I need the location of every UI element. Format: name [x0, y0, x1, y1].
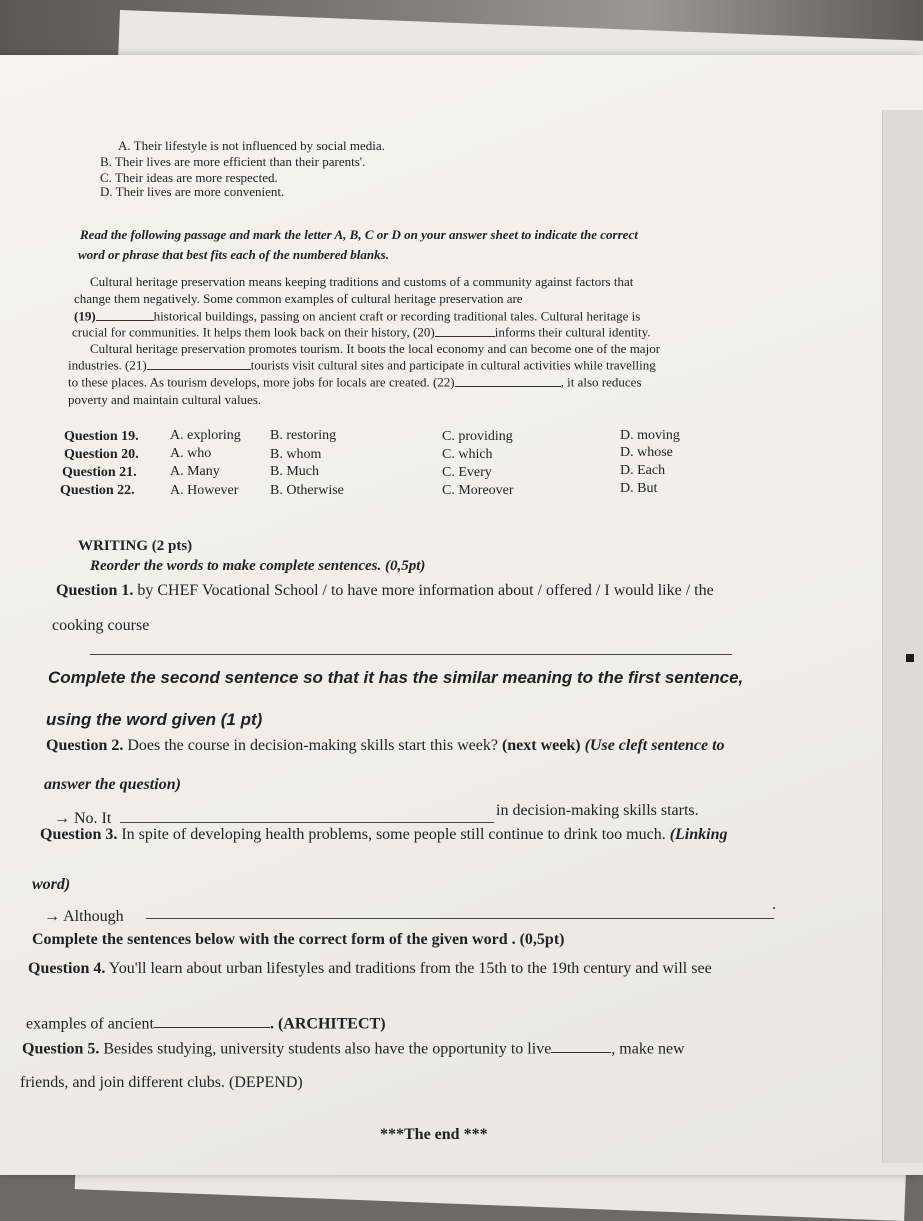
choice-b: B. restoring [270, 428, 337, 443]
question-2-answer-end: in decision-making skills starts. [496, 802, 699, 819]
footer-end: ***The end *** [380, 1126, 488, 1143]
underlying-sheet-edge [882, 110, 923, 1163]
choice-c: C. Moreover [442, 483, 514, 498]
option-b: B. Their lives are more efficient than their parents'. [100, 154, 366, 169]
blank-19 [96, 308, 154, 321]
passage-line: industries. (21) tourists visit cultural sites and participate in cultural activities while travelling [68, 357, 656, 373]
question-3-answer-start: → Although [44, 908, 124, 925]
reading-instruction-cont: word or phrase that best fits each of the numbered blanks. [78, 247, 389, 262]
blank-q5 [551, 1038, 611, 1053]
reading-instruction: Read the following passage and mark the letter A, B, C or D on your answer sheet to indicate the correct [80, 227, 638, 242]
blank-22 [455, 374, 561, 387]
choice-b: B. whom [270, 447, 322, 462]
question-1-cont: cooking course [52, 617, 150, 634]
answer-line-q3 [146, 918, 774, 919]
question-label: Question 21. [62, 465, 137, 480]
choice-b: B. Much [270, 464, 319, 479]
choice-a: A. However [170, 483, 239, 498]
option-c: C. Their ideas are more respected. [100, 170, 278, 185]
passage-line: to these places. As tourism develops, more jobs for locals are created. (22) , it also reduces [68, 374, 642, 390]
passage-line: crucial for communities. It helps them look back on their history, (20) informs their cultural identity. [72, 324, 651, 340]
question-3-answer-end: . [772, 896, 776, 913]
question-1-line: Question 1. by CHEF Vocational School / to have more information about / offered / I would like / the [56, 582, 714, 599]
passage-line: Cultural heritage preservation promotes tourism. It boots the local economy and can become one of the major [90, 341, 661, 356]
complete-instruction-cont: using the word given (1 pt) [46, 710, 263, 729]
reorder-instruction: Reorder the words to make complete sentences. (0,5pt) [90, 558, 426, 574]
worksheet-page [0, 55, 923, 1175]
question-4-line: Question 4. You'll learn about urban lifestyles and traditions from the 15th to the 19th century and will see [28, 960, 712, 977]
choice-d: D. Each [620, 463, 666, 478]
question-label: Question 20. [64, 447, 139, 462]
choice-b: B. Otherwise [270, 483, 344, 498]
question-label: Question 19. [64, 429, 139, 444]
question-3-cont: word) [32, 876, 71, 893]
option-d: D. Their lives are more convenient. [100, 184, 285, 199]
question-4-cont: examples of ancient . (ARCHITECT) [26, 1013, 386, 1033]
choice-a: A. Many [170, 464, 220, 479]
choice-c: C. providing [442, 429, 513, 444]
passage-line: Cultural heritage preservation means keeping traditions and customs of a community against factors that [90, 274, 634, 289]
blank-21 [147, 357, 251, 370]
wordform-instruction: Complete the sentences below with the correct form of the given word . (0,5pt) [32, 931, 565, 948]
question-2-line: Question 2. Does the course in decision-making skills start this week? (next week) (Use cleft sentence to [46, 737, 725, 754]
choice-d: D. moving [620, 428, 680, 443]
corner-mark [906, 654, 914, 662]
blank-number-19: (19) [74, 308, 96, 324]
answer-line-q1 [90, 654, 732, 655]
question-5-cont: friends, and join different clubs. (DEPEND) [20, 1074, 303, 1091]
choice-c: C. Every [442, 465, 492, 480]
question-2-cont: answer the question) [44, 776, 181, 793]
choice-c: C. which [442, 447, 493, 462]
passage-line: (19) historical buildings, passing on ancient craft or recording traditional tales. Cultural heritage is [74, 308, 641, 324]
choice-a: A. who [170, 446, 212, 461]
passage-line: change them negatively. Some common examples of cultural heritage preservation are [74, 291, 523, 306]
question-5-line: Question 5. Besides studying, university students also have the opportunity to live , make new [22, 1038, 685, 1058]
answer-line-q2 [120, 822, 494, 823]
question-3-line: Question 3. In spite of developing health problems, some people still continue to drink too much. (Linking [40, 826, 728, 843]
question-label: Question 22. [60, 483, 135, 498]
passage-line: poverty and maintain cultural values. [68, 392, 262, 407]
complete-instruction: Complete the second sentence so that it has the similar meaning to the first sentence, [48, 668, 744, 687]
option-a: A. Their lifestyle is not influenced by social media. [118, 138, 385, 153]
question-2-answer-start: → No. It [54, 810, 112, 827]
blank-q4 [154, 1013, 270, 1028]
choice-d: D. But [620, 481, 658, 496]
choice-d: D. whose [620, 445, 673, 460]
blank-20 [435, 324, 495, 337]
writing-heading: WRITING (2 pts) [78, 538, 193, 554]
choice-a: A. exploring [170, 428, 241, 443]
